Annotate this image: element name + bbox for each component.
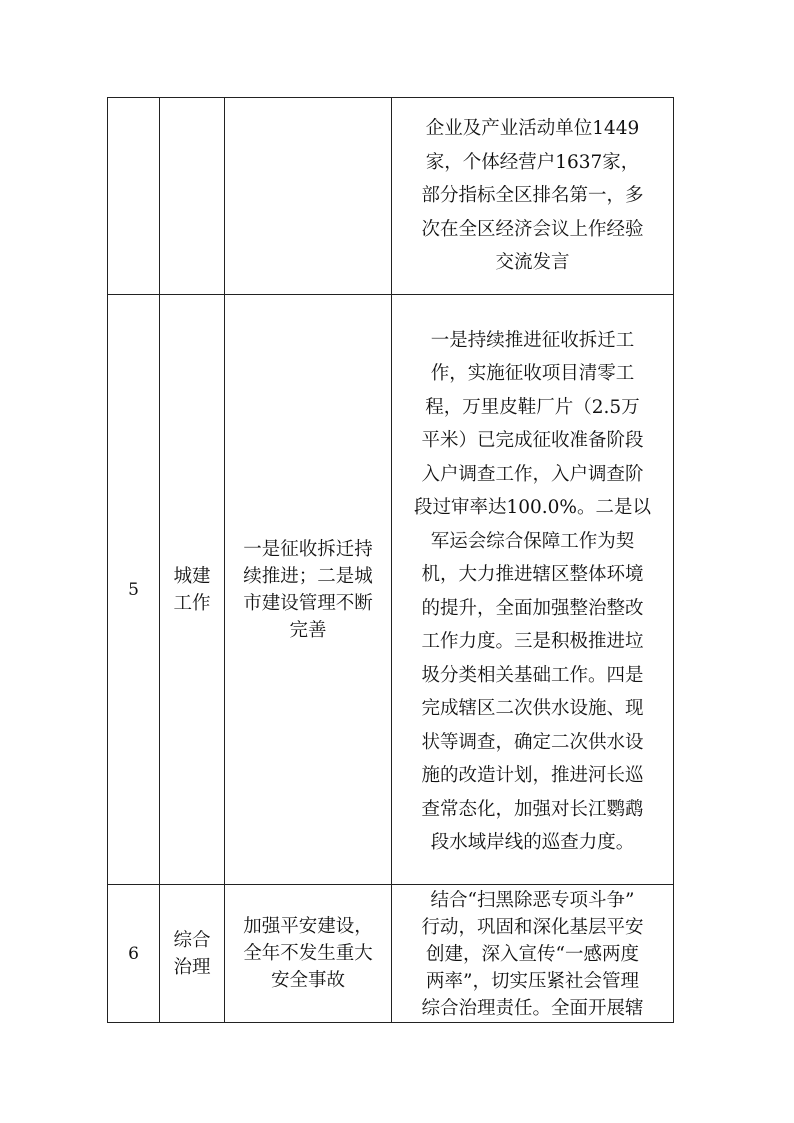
goal-cell	[225, 885, 392, 1023]
detail-cell	[392, 885, 674, 1023]
table-row	[108, 885, 674, 1023]
table-row	[108, 295, 674, 885]
goal-text: 加强平安建设， 全年不发生重大 安全事故	[243, 916, 373, 991]
goal-text: 一是征收拆迁持 续推进；二是城 市建设管理不断 完善	[243, 538, 373, 641]
department-name: 城建 工作	[173, 565, 211, 614]
detail-text: 结合“扫黑除恶专项斗争” 行动，巩固和深化基层平安 创建，深入宣传“一感两度 两率”，切实压紧社会管理 综合治理责任。全面开展辖	[421, 890, 644, 1019]
detail-cell	[392, 98, 674, 295]
work-summary-table	[107, 97, 674, 1023]
row-number: 5	[128, 579, 139, 600]
goal-cell	[225, 98, 392, 295]
row-number-cell	[108, 98, 160, 295]
detail-cell	[392, 295, 674, 885]
department-cell	[160, 98, 225, 295]
goal-cell	[225, 295, 392, 885]
detail-text: 企业及产业活动单位1449 家，个体经营户1637家， 部分指标全区排名第一，多 次在全区经济会议上作经验 交流发言	[421, 118, 644, 274]
detail-text: 一是持续推进征收拆迁工 作，实施征收项目清零工 程，万里皮鞋厂片（2.5万 平米）已完成征收准备阶段 入户调查工作，入户调查阶 段过审率达100.0%。二是以 军运会综合保障工作为契 机，大力推进辖区整体环境 的提升，全面加强整治整改 工作力度。三是积极推进垃 圾分类相关基础工作。四是 完成辖区二次供水设施、现 状等调查，确定二次供水设 施的改造计划，推进河长巡 查常态化，加强对长江鹦鹉 段水域岸线的巡查力度。	[413, 329, 652, 853]
row-number-cell	[108, 885, 160, 1023]
department-name: 综合 治理	[173, 929, 211, 978]
row-number-cell	[108, 295, 160, 885]
department-cell	[160, 295, 225, 885]
row-number: 6	[128, 943, 139, 964]
department-cell	[160, 885, 225, 1023]
table-row	[108, 98, 674, 295]
